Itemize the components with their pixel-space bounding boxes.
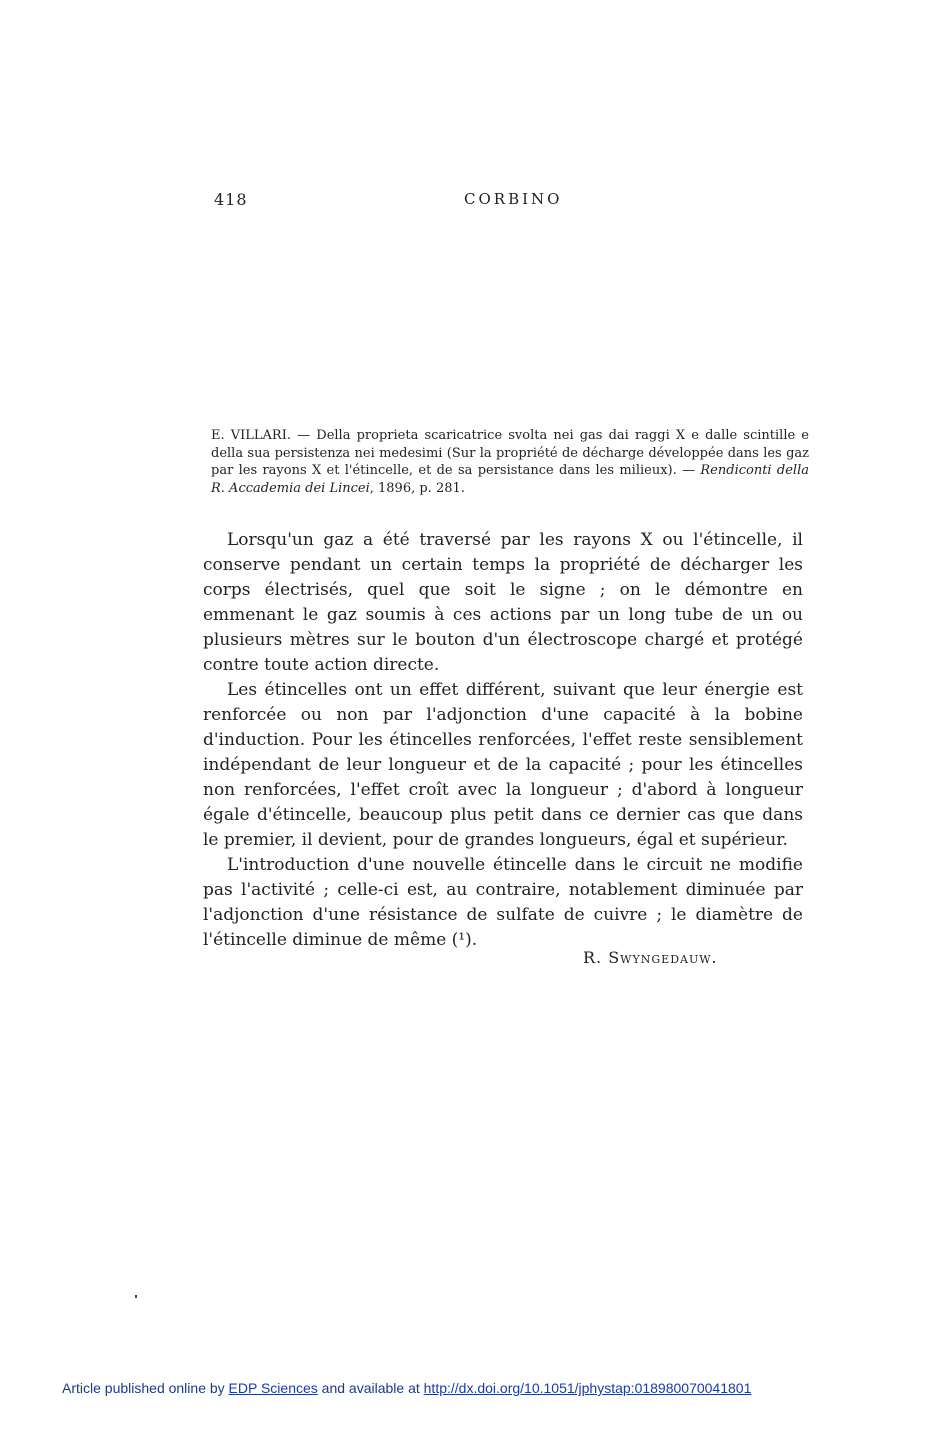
author-signature: R. Swyngedauw. xyxy=(583,948,718,967)
article-body xyxy=(203,528,803,953)
reference-citation: , 1896, p. 281. xyxy=(369,480,465,496)
page-header xyxy=(0,190,930,214)
publication-footer xyxy=(62,1380,751,1396)
footer-prefix: Article published online by xyxy=(62,1380,229,1396)
reference-journal: Rendiconti della R. Accademia dei Lincei xyxy=(211,463,809,496)
reference-text: Della proprieta scaricatrice svolta nei gas dai raggi X e dalle scintille e della sua persistenza nei medesimi (Sur la propriété de décharge développée dans les gaz par les rayons X et l'étincelle, et de sa persistance dans les milieux). xyxy=(211,428,809,478)
doi-link[interactable]: http://dx.doi.org/10.1051/jphystap:018980070041801 xyxy=(423,1380,752,1396)
publisher-link[interactable]: EDP Sciences xyxy=(228,1380,318,1396)
footer-middle: and available at xyxy=(317,1380,424,1396)
paragraph-3: L'introduction d'une nouvelle étincelle dans le circuit ne modifie pas l'activité ; celle-ci est, au contraire, notablement diminuée par l'adjonction d'une résistance de sulfate de cuivre ; le diamètre de l'étincelle diminue de même (¹). xyxy=(203,855,803,950)
paragraph-2: Les étincelles ont un effet différent, suivant que leur énergie est renforcée ou non par l'adjonction d'une capacité à la bobine d'induction. Pour les étincelles renforcées, l'effet reste sensiblement indépendant de leur longueur et de la capacité ; pour les étincelles non renforcées, l'effet croît avec la longueur ; d'abord à longueur égale d'étincelle, beaucoup plus petit dans ce dernier cas que dans le premier, il devient, pour de grandes longueurs, égal et supérieur. xyxy=(203,680,803,850)
page-number: 418 xyxy=(214,190,248,209)
running-head: CORBINO xyxy=(464,190,563,208)
scan-mark xyxy=(135,1295,137,1298)
paragraph-1: Lorsqu'un gaz a été traversé par les rayons X ou l'étincelle, il conserve pendant un certain temps la propriété de décharger les corps électrisés, quel que soit le signe ; on le démontre en emmenant le gaz soumis à ces actions par un long tube de un ou plusieurs mètres sur le bouton d'un électroscope chargé et protégé contre toute action directe. xyxy=(203,530,803,675)
reference-dash: — xyxy=(291,428,317,443)
bibliographic-reference xyxy=(211,427,809,497)
reference-dash-2: — xyxy=(676,463,701,478)
reference-author: E. VILLARI. xyxy=(211,428,291,443)
